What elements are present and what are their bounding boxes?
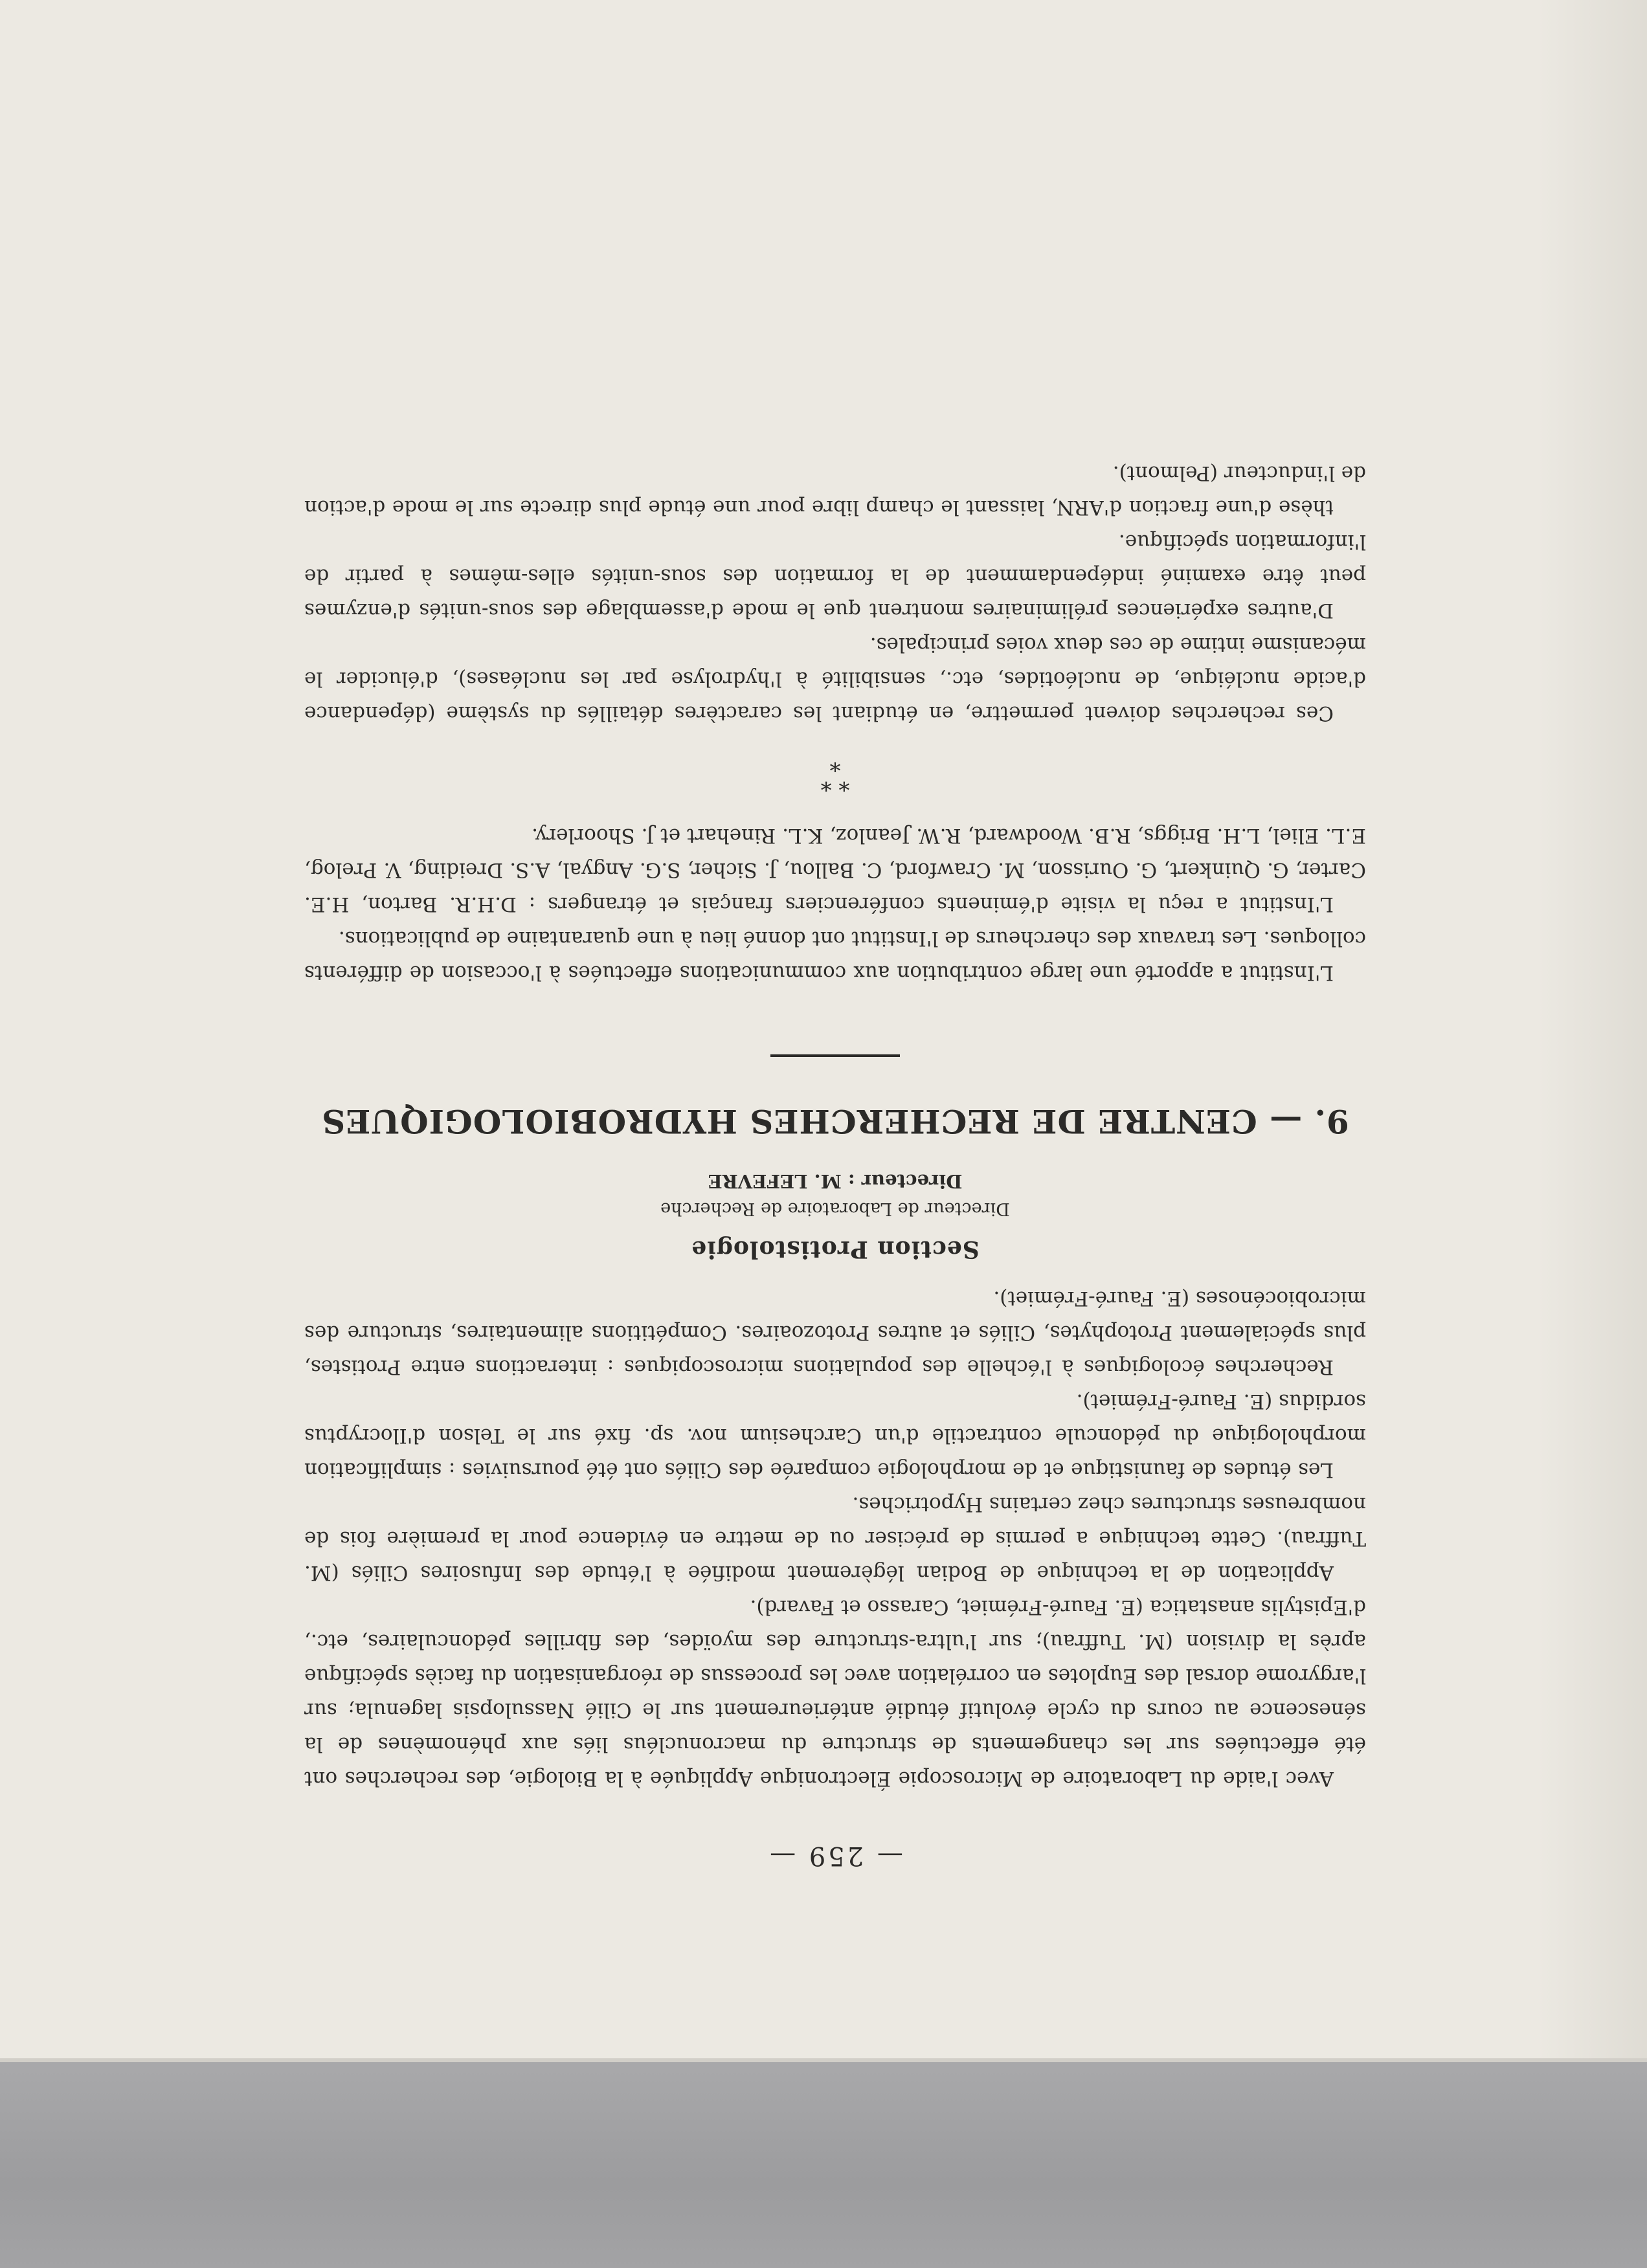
institut-block [304,818,1366,990]
chapter-title: 9. — CENTRE DE RECHERCHES HYDROBIOLOGIQUES [321,1102,1349,1140]
director-name: Directeur : M. LEFEVRE [708,1170,963,1192]
page-number: — 259 — [767,1841,903,1871]
paragraph-ecologie: Recherches écologiques à l'échelle des populations microscopiques : interactions entre Protistes, plus spécialement Protophytes, Ciliés et autres Protozoaires. Compétitions alimentaires, structure des microbiocénoses (E. Fauré-Frémiet). [304,1287,1366,1379]
top-block [304,456,1366,730]
paragraph-contribution: L'Institut a apporté une large contribution aux communications effectuées à l'occasion de différents colloques. Les travaux des chercheurs de l'Institut ont donné lieu à une quarantaine de publications. [304,927,1366,984]
rotated-page-content [304,214,1366,1871]
paragraph-recherches: Ces recherches doivent permettre, en étudiant les caractères détaillés du système (dépendance d'acide nucléique, de nucléotides, etc., sensibilité à l'hydrolyse par les nucléases), d'élucider le mécanisme intime de ces deux voies principales. [304,633,1366,725]
asterism: * * * [820,750,850,795]
paragraph-microscopie: Avec l'aide du Laboratoire de Microscopie Électronique Appliquée à la Biologie, des recherches ont été effectuées sur les changements de structure du macronucléus liés aux phénomènes de la sénescence au cours du cycle évolutif étudié antérieurement sur le Cilié Nassulopsis lagenula; sur l'argyrome dorsal des Euplotes en corrélation avec les processus de réorganisation du faciès spécifique après la division (M. Tuffrau); sur l'ultra-structure des myoïdes, des fibrilles pédonculaires, etc., d'Epistylis anastatica (E. Fauré-Frémiet, Carasso et Favard). [304,1595,1366,1790]
paragraph-experiences: D'autres expériences préliminaires montrent que le mode d'assemblage des sous-unités d'enzymes peut être examiné indépendamment de la formation des sous-unités elles-mêmes à partir de l'information spécifique. [304,530,1366,622]
director-subtitle: Directeur de Laboratoire de Recherche [660,1199,1010,1219]
paragraph-visiteurs: L'Institut a reçu la visite d'éminents conférenciers français et étrangers : D.H.R. Barton, H.E. Carter, G. Quinkert, G. Ourisson, M. Crawford, C. Ballou, J. Sicher, S.G. Angyal, A.S. Dreiding, V. Prelog, E.L. Eliel, L.H. Briggs, R.B. Woodward, R.W. Jeanloz, K.L. Rinehart et J. Shoorlery. [304,824,1366,916]
section-protistologie-body [304,1281,1366,1796]
paragraph-bodian: Application de la technique de Bodian légèrement modifiée à l'étude des Infusoires Ciliés (M. Tuffrau). Cette technique a permis de préciser ou de mettre en évidence pour la première fois de nombreuses structures chez certains Hypotriches. [304,1493,1366,1584]
paper-edge-shadow [1537,0,1647,2058]
section-title: Section Protistologie [691,1236,980,1263]
scanner-background [0,2058,1647,2268]
separator-rule [770,1054,900,1057]
paragraph-these: thèse d'une fraction d'ARN, laissant le champ libre pour une étude plus directe sur le mode d'action de l'inducteur (Pelmont). [304,461,1366,519]
paragraph-faunistique: Les études de faunistique et de morphologie comparée des Ciliés ont été poursuivies : simplification morphologique du pédoncule contractile d'un Carchesium nov. sp. fixé sur le Telson d'Ilocryptus sordidus (E. Fauré-Frémiet). [304,1390,1366,1482]
